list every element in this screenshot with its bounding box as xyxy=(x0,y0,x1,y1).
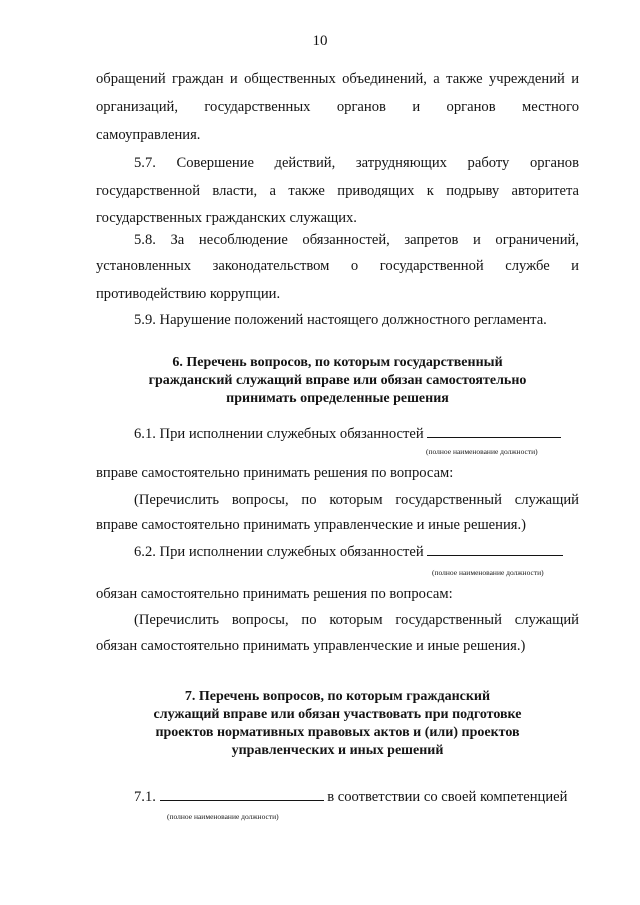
paragraph-line: обращений граждан и общественных объединений, а также учреждений и xyxy=(96,71,579,87)
paragraph-5-8: 5.8. За несоблюдение обязанностей, запретов и ограничений, xyxy=(134,232,579,248)
section-6-heading: 6. Перечень вопросов, по которым государственный гражданский служащий вправе или обязан самостоятельно принимать определенные решения xyxy=(148,355,527,406)
paragraph-line: самоуправления. xyxy=(96,127,201,143)
paragraph-5-7: 5.7. Совершение действий, затрудняющих работу органов xyxy=(134,155,579,171)
position-name-blank xyxy=(427,541,563,556)
paragraph-6-1: 6.1. При исполнении служебных обязанностей xyxy=(134,423,561,444)
paragraph-line: вправе самостоятельно принимать решения по вопросам: xyxy=(96,465,454,481)
page-number: 10 xyxy=(312,33,328,49)
paragraph-line: государственных гражданских служащих. xyxy=(96,210,357,226)
field-caption: (полное наименование должности) xyxy=(432,568,544,577)
paragraph-6-2: 6.2. При исполнении служебных обязанностей xyxy=(134,541,563,562)
list-instruction: (Перечислить вопросы, по которым государственный служащий xyxy=(134,492,579,508)
paragraph-line: установленных законодательством о государственной службе и xyxy=(96,258,579,274)
field-caption: (полное наименование должности) xyxy=(167,812,279,821)
section-7-heading: 7. Перечень вопросов, по которым гражданский служащий вправе или обязан участвовать при подготовке проектов нормативных правовых актов и (или) проектов управленческих и иных решений xyxy=(153,689,522,758)
list-instruction: вправе самостоятельно принимать управленческие и иные решения.) xyxy=(96,517,527,533)
paragraph-5-9: 5.9. Нарушение положений настоящего должностного регламента. xyxy=(134,312,547,328)
paragraph-line: организаций, государственных органов и органов местного xyxy=(96,99,579,115)
list-instruction: обязан самостоятельно принимать управленческие и иные решения.) xyxy=(96,638,526,654)
paragraph-line: обязан самостоятельно принимать решения по вопросам: xyxy=(96,586,453,602)
field-caption: (полное наименование должности) xyxy=(426,447,538,456)
paragraph-line: государственной власти, а также приводящих к подрыву авторитета xyxy=(96,183,579,199)
paragraph-line: противодействию коррупции. xyxy=(96,286,281,302)
paragraph-7-1: 7.1. в соответствии со своей компетенцией xyxy=(134,786,579,807)
position-name-blank xyxy=(160,786,324,801)
list-instruction: (Перечислить вопросы, по которым государственный служащий xyxy=(134,612,579,628)
position-name-blank xyxy=(427,423,561,438)
